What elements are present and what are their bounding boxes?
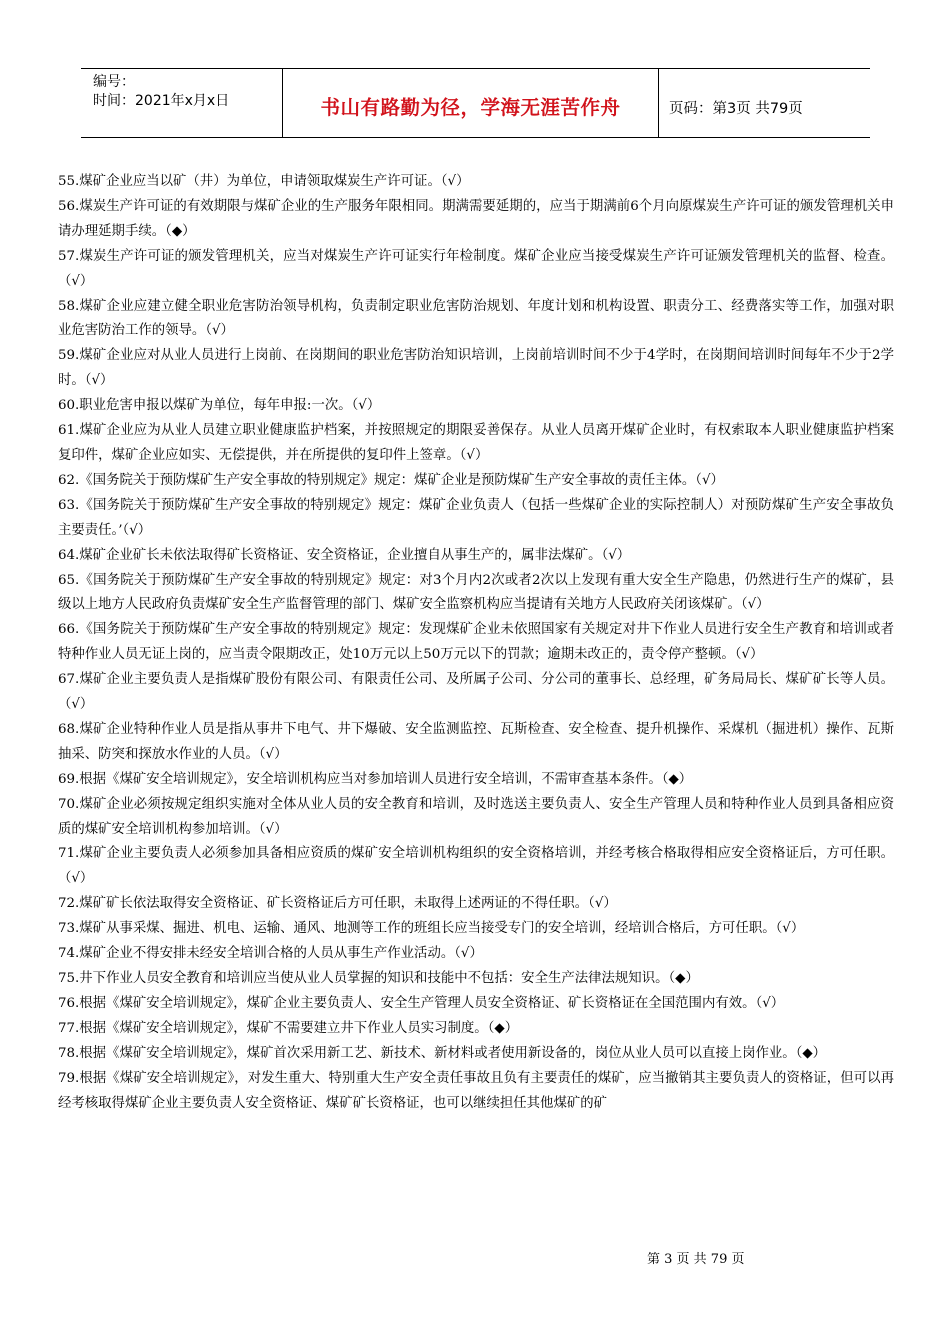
question-item: 66.《国务院关于预防煤矿生产安全事故的特别规定》规定：发现煤矿企业未依照国家有关规定对井下作业人员进行安全生产教育和培训或者特种作业人员无证上岗的，应当责令限期改正，处10万元以上50万元以下的罚款；逾期未改正的，责令停产整顿。（√） <box>58 622 894 663</box>
question-item: 62.《国务院关于预防煤矿生产安全事故的特别规定》规定：煤矿企业是预防煤矿生产安全事故的责任主体。（√） <box>58 472 724 488</box>
question-item: 56.煤炭生产许可证的有效期限与煤矿企业的生产服务年限相同。期满需要延期的，应当于期满前6个月向原煤炭生产许可证的颁发管理机关申请办理延期手续。（◆） <box>58 198 894 239</box>
question-item: 78.根据《煤矿安全培训规定》，煤矿首次采用新工艺、新技术、新材料或者使用新设备的，岗位从业人员可以直接上岗作业。（◆） <box>58 1045 827 1061</box>
question-item: 67.煤矿企业主要负责人是指煤矿股份有限公司、有限责任公司、及所属子公司、分公司的董事长、总经理，矿务局局长、煤矿矿长等人员。（√） <box>58 672 894 713</box>
question-item: 55.煤矿企业应当以矿（井）为单位，申请领取煤炭生产许可证。（√） <box>58 174 470 189</box>
page-header <box>81 68 870 138</box>
question-item: 73.煤矿从事采煤、掘进、机电、运输、通风、地测等工作的班组长应当接受专门的安全培训，经培训合格后，方可任职。（√） <box>58 921 805 937</box>
header-motto-cell <box>282 69 659 137</box>
question-item: 63.《国务院关于预防煤矿生产安全事故的特别规定》规定：煤矿企业负责人（包括一些煤矿企业的实际控制人）对预防煤矿生产安全事故负主要责任。’（√） <box>58 497 894 538</box>
question-item: 68.煤矿企业特种作业人员是指从事井下电气、井下爆破、安全监测监控、瓦斯检查、安全检查、提升机操作、采煤机（掘进机）操作、瓦斯抽采、防突和探放水作业的人员。（√） <box>58 721 894 762</box>
question-item: 64.煤矿企业矿长未依法取得矿长资格证、安全资格证，企业擅自从事生产的，属非法煤矿。（√） <box>58 547 631 563</box>
question-item: 57.煤炭生产许可证的颁发管理机关，应当对煤炭生产许可证实行年检制度。煤矿企业应当接受煤炭生产许可证颁发管理机关的监督、检查。（√） <box>58 248 894 289</box>
question-item: 65.《国务院关于预防煤矿生产安全事故的特别规定》规定：对3个月内2次或者2次以上发现有重大安全生产隐患，仍然进行生产的煤矿，县级以上地方人民政府负责煤矿安全生产监督管理的部门、煤矿安全监察机构应当提请有关地方人民政府关闭该煤矿。（√） <box>58 572 894 613</box>
question-item: 75.井下作业人员安全教育和培训应当使从业人员掌握的知识和技能中不包括：安全生产法律法规知识。（◆） <box>58 971 699 986</box>
doc-date: 时间：2021年x月x日 <box>93 93 230 109</box>
question-item: 76.根据《煤矿安全培训规定》，煤矿企业主要负责人、安全生产管理人员安全资格证、矿长资格证在全国范围内有效。（√） <box>58 995 785 1011</box>
question-item: 58.煤矿企业应建立健全职业危害防治领导机构，负责制定职业危害防治规划、年度计划和机构设置、职责分工、经费落实等工作，加强对职业危害防治工作的领导。（√） <box>58 298 894 339</box>
question-item: 70.煤矿企业必须按规定组织实施对全体从业人员的安全教育和培训，及时选送主要负责人、安全生产管理人员和特种作业人员到具备相应资质的煤矿安全培训机构参加培训。（√） <box>58 796 894 837</box>
question-item: 74.煤矿企业不得安排未经安全培训合格的人员从事生产作业活动。（√） <box>58 946 483 962</box>
question-item: 77.根据《煤矿安全培训规定》，煤矿不需要建立井下作业人员实习制度。（◆） <box>58 1020 519 1036</box>
doc-number-label: 编号： <box>93 74 135 90</box>
question-item: 69.根据《煤矿安全培训规定》，安全培训机构应当对参加培训人员进行安全培训，不需审查基本条件。（◆） <box>58 771 693 787</box>
question-item: 79.根据《煤矿安全培训规定》，对发生重大、特别重大生产安全责任事故且负有主要责任的煤矿，应当撤销其主要负责人的资格证，但可以再经考核取得煤矿企业主要负责人安全资格证、煤矿矿长资格证，也可以继续担任其他煤矿的矿 <box>58 1070 894 1111</box>
question-item: 71.煤矿企业主要负责人必须参加具备相应资质的煤矿安全培训机构组织的安全资格培训，并经考核合格取得相应安全资格证后，方可任职。（√） <box>58 846 894 887</box>
header-page-info: 页码：第3页 共79页 <box>669 100 803 117</box>
question-list <box>58 170 894 1116</box>
question-item: 72.煤矿矿长依法取得安全资格证、矿长资格证后方可任职，未取得上述两证的不得任职。（√） <box>58 896 617 912</box>
header-page-info-cell <box>659 73 870 141</box>
question-item: 61.煤矿企业应为从业人员建立职业健康监护档案，并按照规定的期限妥善保存。从业人员离开煤矿企业时，有权索取本人职业健康监护档案复印件，煤矿企业应如实、无偿提供，并在所提供的复印件上签章。（√） <box>58 423 894 463</box>
question-item: 59.煤矿企业应对从业人员进行上岗前、在岗期间的职业危害防治知识培训，上岗前培训时间不少于4学时，在岗期间培训时间每年不少于2学时。（√） <box>58 348 894 389</box>
page-footer: 第 3 页 共 79 页 <box>647 1252 745 1267</box>
question-item: 60.职业危害申报以煤矿为单位，每年申报:一次。（√） <box>58 398 381 414</box>
header-motto: 书山有路勤为径，学海无涯苦作舟 <box>320 96 621 119</box>
header-meta <box>81 69 282 137</box>
